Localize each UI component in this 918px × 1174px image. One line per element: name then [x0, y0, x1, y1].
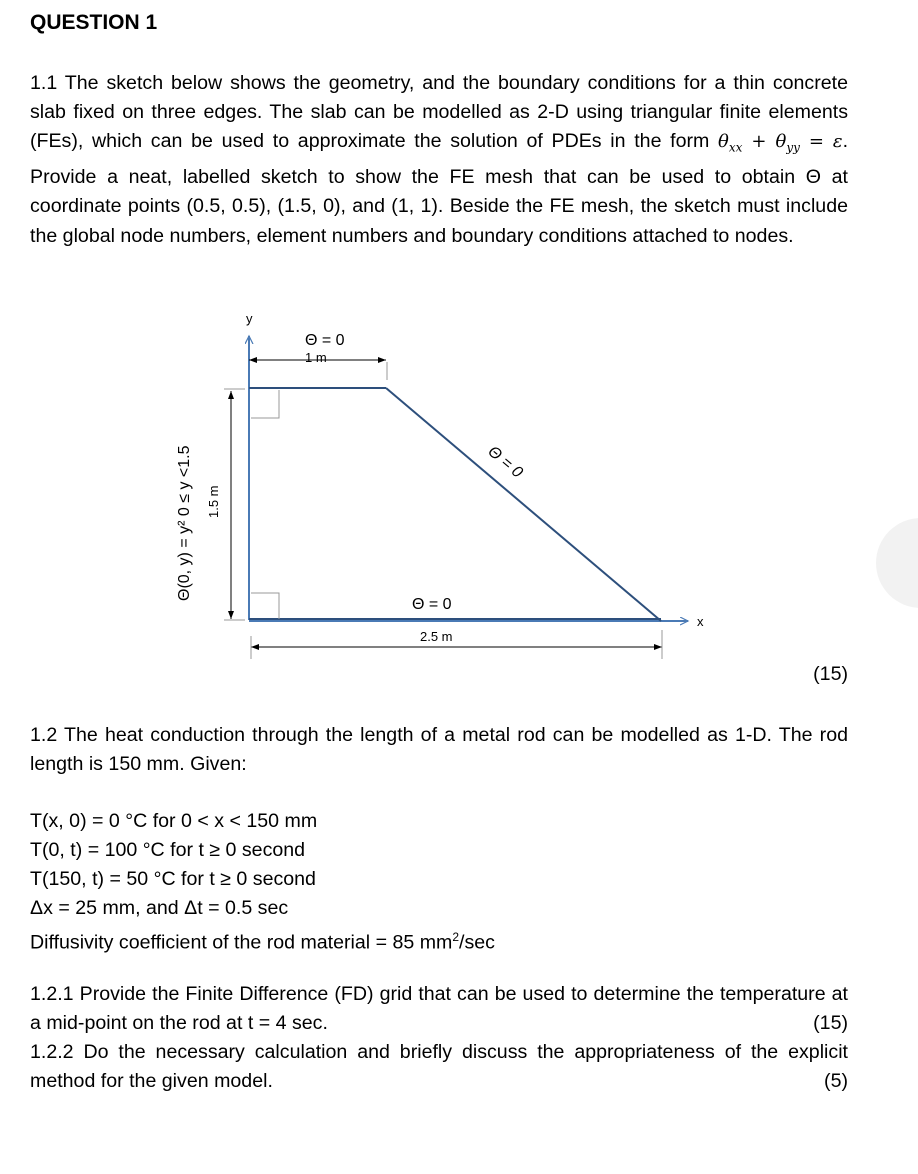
given-item: T(x, 0) = 0 °C for 0 < x < 150 mm	[30, 810, 318, 832]
y-axis-label: y	[246, 311, 253, 326]
question-1-2-1: 1.2.1 Provide the Finite Difference (FD) grid that can be used to determine the temperature at a mid-point on the rod at t = 4 sec. (15)	[30, 980, 848, 1038]
right-angle-bottom	[251, 593, 279, 619]
slab-figure	[0, 300, 918, 700]
slant-bc-label: Θ = 0	[484, 443, 526, 482]
right-angle-top	[251, 390, 279, 418]
question-1-2-intro: 1.2 The heat conduction through the length of a metal rod can be modelled as 1-D. The rod length is 150 mm. Given:	[30, 724, 848, 776]
x-axis-label: x	[697, 614, 704, 629]
top-bc-label: Θ = 0	[305, 332, 345, 349]
diffusivity-line: Diffusivity coefficient of the rod material = 85 $mm^2/\sec$	[30, 930, 495, 954]
left-bc-label: Θ(0, y) = y² 0 ≤ y <1.5	[176, 445, 193, 601]
bottom-bc-label: Θ = 0	[412, 596, 452, 613]
q1-1-marks: (15)	[813, 663, 848, 685]
bottom-dimension-label: 2.5 m	[420, 629, 453, 644]
left-dimension-label: 1.5 m	[206, 485, 221, 518]
question-1-1-text: 1.1 The sketch below shows the geometry, and the boundary conditions for a thin concrete slab fixed on three edges. The slab can be modelled as 2-D using triangular finite elements (FEs), which can be used to approximate the solution of PDEs in the form $\theta_{xx} + \theta_{yy} = \varepsilon$. Provide a neat, labelled sketch to show the FE mesh that can be used to obtain Θ at coordinate points (0.5, 0.5), (1.5, 0), and (1, 1). Beside the FE mesh, the sketch must include the global node numbers, element numbers and boundary conditions attached to nodes.	[30, 72, 849, 247]
slab-slant-edge	[386, 388, 661, 621]
given-item: T(150, t) = 50 °C for t ≥ 0 second	[30, 868, 316, 890]
given-item: Δx = 25 mm, and Δt = 0.5 sec	[30, 897, 289, 919]
question-heading: QUESTION 1	[30, 11, 158, 34]
q1-2-2-marks: (5)	[824, 1070, 848, 1093]
q1-2-1-marks: (15)	[813, 1012, 848, 1035]
top-dimension-label: 1 m	[305, 350, 327, 365]
given-item: T(0, t) = 100 °C for t ≥ 0 second	[30, 839, 306, 861]
pde-equation: $\theta_{xx} + \theta_{yy} = \varepsilon$	[718, 131, 843, 155]
question-1-2-2: 1.2.2 Do the necessary calculation and briefly discuss the appropriateness of the explicit method for the given model. (5)	[30, 1038, 848, 1096]
given-conditions	[30, 807, 495, 958]
